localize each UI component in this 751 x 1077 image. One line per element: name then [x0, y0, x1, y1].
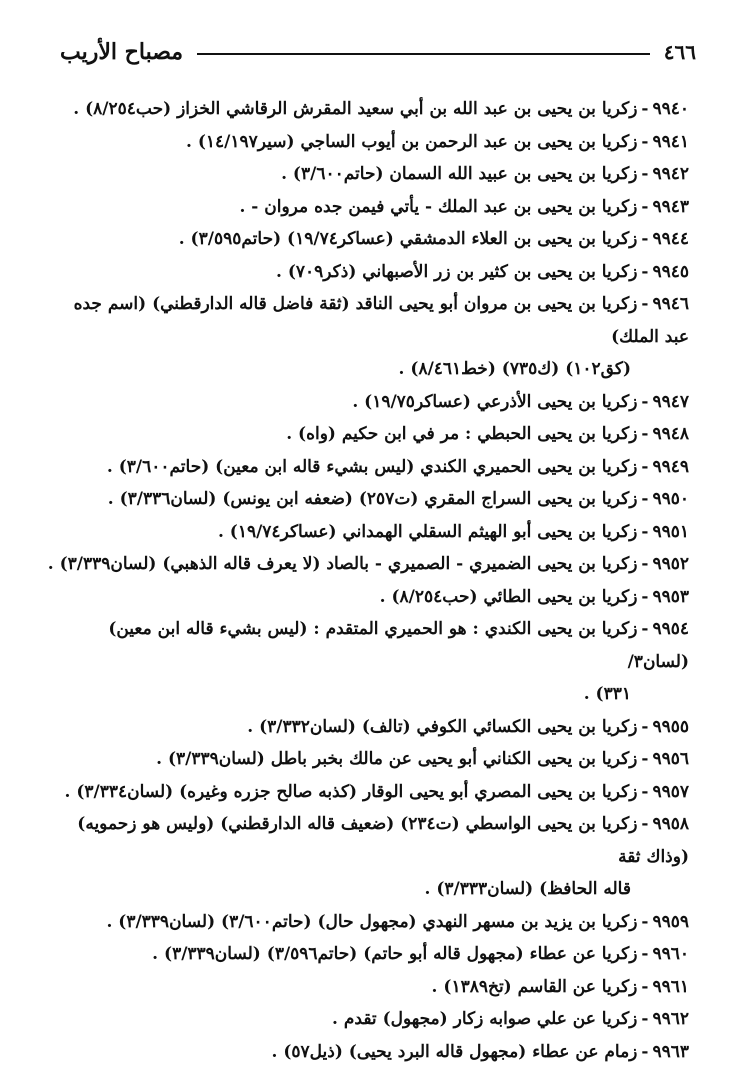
entry-text: زكريا عن القاسم (تخ١٣٨٩) . — [431, 976, 638, 997]
entry-9957: ٩٩٥٧-زكريا بن يحيى المصري أبو يحيى الوقار (كذبه صالح جزره وغيره) (لسان٣/٣٣٤) . — [64, 781, 689, 802]
entry-number: ٩٩٥٢ — [652, 554, 689, 574]
entry-9955: ٩٩٥٥-زكريا بن يحيى الكسائي الكوفي (تالف) (لسان٣/٣٣٢) . — [247, 716, 689, 737]
entry-text: زكريا بن يحيى الحميري الكندي (ليس بشيء قاله ابن معين) (حاتم٣/٦٠٠) . — [106, 456, 638, 477]
book-title: مصباح الأريب — [60, 39, 184, 65]
entry-text: زكريا بن يحيى الحبطي : مر في ابن حكيم (واه) . — [286, 424, 638, 444]
entry-9962: ٩٩٦٢-زكريا عن علي صوابه زكار (مجهول) تقدم . — [332, 1009, 689, 1029]
entry-9945: ٩٩٤٥-زكريا بن يحيى بن كثير بن زر الأصبهاني (ذكر٧٠٩) . — [276, 261, 689, 282]
entry-9951: ٩٩٥١-زكريا بن يحيى أبو الهيثم السقلي الهمداني (عساكر١٩/٧٤) . — [217, 521, 689, 542]
entry-text: زكريا بن يحيى الواسطي (ت٢٣٤) (ضعيف قاله الدارقطني) (وليس هو زحمويه) (وذاك ثقة — [77, 814, 689, 867]
entry-number: ٩٩٤٨ — [652, 424, 689, 444]
entry-number: ٩٩٤٩ — [652, 456, 689, 477]
entry-number: ٩٩٥٣ — [652, 586, 689, 607]
entry-text: زكريا بن يحيى الطائي (حب٨/٢٥٤) . — [379, 586, 638, 607]
page-number: ٤٦٦ — [663, 40, 696, 64]
entry-text: زكريا بن يحيى الكناني أبو يحيى عن مالك بخبر باطل (لسان٣/٣٣٩) . — [156, 749, 638, 769]
entry-number: ٩٩٤٤ — [652, 229, 689, 249]
entry-number: ٩٩٦٢ — [652, 1009, 689, 1029]
entry-9954: ٩٩٥٤-زكريا بن يحيى الكندي : هو الحميري المتقدم : (ليس بشيء قاله ابن معين) (لسان٣/ ٣٣١) . — [60, 613, 689, 711]
entry-number: ٩٩٥٥ — [652, 716, 689, 737]
header-rule — [197, 53, 650, 55]
entry-number: ٩٩٥٤ — [652, 619, 689, 639]
entry-text: زكريا عن عطاء (مجهول قاله أبو حاتم) (حاتم٣/٥٩٦) (لسان٣/٣٣٩) . — [152, 944, 638, 964]
entry-number: ٩٩٥٨ — [652, 814, 689, 834]
entry-9956: ٩٩٥٦-زكريا بن يحيى الكناني أبو يحيى عن مالك بخبر باطل (لسان٣/٣٣٩) . — [156, 749, 689, 769]
entry-text: زكريا بن يحيى السراج المقري (ت٢٥٧) (ضعفه ابن يونس) (لسان٣/٣٣٦) . — [107, 489, 638, 509]
entry-text: زكريا بن يحيى بن عبد الرحمن بن أيوب الساجي (سير١٤/١٩٧) . — [186, 131, 638, 152]
entry-text: زكريا بن يحيى الضميري - الصميري - بالصاد (لا يعرف قاله الذهبي) (لسان٣/٣٣٩) . — [47, 554, 638, 574]
entry-text: زكريا بن يحيى الكندي : هو الحميري المتقدم : (ليس بشيء قاله ابن معين) (لسان٣/ — [108, 619, 689, 672]
entry-list — [47, 93, 689, 1068]
entry-text: زكريا بن يحيى المصري أبو يحيى الوقار (كذبه صالح جزره وغيره) (لسان٣/٣٣٤) . — [64, 781, 638, 802]
entry-9948: ٩٩٤٨-زكريا بن يحيى الحبطي : مر في ابن حكيم (واه) . — [286, 424, 689, 444]
entry-number: ٩٩٦١ — [652, 976, 689, 997]
entry-text: زكريا بن يزيد بن مسهر النهدي (مجهول حال) (حاتم٣/٦٠٠) (لسان٣/٣٣٩) . — [106, 911, 638, 932]
entry-number: ٩٩٦٣ — [652, 1041, 689, 1062]
entry-text: زكريا بن يحيى بن مروان أبو يحيى الناقد (ثقة فاضل قاله الدارقطني) (اسم جده عبد الملك) — [73, 294, 689, 347]
entry-text: زكريا عن علي صوابه زكار (مجهول) تقدم . — [332, 1009, 638, 1029]
entry-text: زكريا بن يحيى الكسائي الكوفي (تالف) (لسان٣/٣٣٢) . — [247, 716, 638, 737]
entry-9952: ٩٩٥٢-زكريا بن يحيى الضميري - الصميري - بالصاد (لا يعرف قاله الذهبي) (لسان٣/٣٣٩) . — [47, 554, 689, 574]
entry-number: ٩٩٤٣ — [652, 196, 689, 217]
entry-number: ٩٩٤٥ — [652, 261, 689, 282]
entry-9961: ٩٩٦١-زكريا عن القاسم (تخ١٣٨٩) . — [431, 976, 689, 997]
entry-text: زمام عن عطاء (مجهول قاله البرد يحيى) (ذيل٥٧) . — [271, 1041, 638, 1062]
entry-9959: ٩٩٥٩-زكريا بن يزيد بن مسهر النهدي (مجهول حال) (حاتم٣/٦٠٠) (لسان٣/٣٣٩) . — [106, 911, 689, 932]
entry-text: زكريا بن يحيى بن عبد الملك - يأتي فيمن جده مروان - . — [239, 196, 638, 217]
entry-text: زكريا بن يحيى الأذرعي (عساكر١٩/٧٥) . — [352, 391, 638, 412]
entry-9963: ٩٩٦٣-زمام عن عطاء (مجهول قاله البرد يحيى) (ذيل٥٧) . — [271, 1041, 689, 1062]
entry-number: ٩٩٤١ — [652, 131, 689, 152]
entry-9950: ٩٩٥٠-زكريا بن يحيى السراج المقري (ت٢٥٧) (ضعفه ابن يونس) (لسان٣/٣٣٦) . — [107, 489, 689, 509]
entry-text: زكريا بن يحيى بن عبد الله بن أبي سعيد المقرش الرقاشي الخزاز (حب٨/٢٥٤) . — [73, 99, 638, 119]
entry-number: ٩٩٥٩ — [652, 911, 689, 932]
entry-number: ٩٩٥١ — [652, 521, 689, 542]
entry-9943: ٩٩٤٣-زكريا بن يحيى بن عبد الملك - يأتي فيمن جده مروان - . — [239, 196, 689, 217]
entry-9958: ٩٩٥٨-زكريا بن يحيى الواسطي (ت٢٣٤) (ضعيف قاله الدارقطني) (وليس هو زحمويه) (وذاك ثقة قاله الحافظ) (لسان٣/٣٣٣) . — [60, 808, 689, 906]
entry-9940: ٩٩٤٠-زكريا بن يحيى بن عبد الله بن أبي سعيد المقرش الرقاشي الخزاز (حب٨/٢٥٤) . — [73, 99, 689, 119]
entry-9941: ٩٩٤١-زكريا بن يحيى بن عبد الرحمن بن أيوب الساجي (سير١٤/١٩٧) . — [186, 131, 689, 152]
entry-number: ٩٩٤٦ — [652, 294, 689, 314]
entry-9960: ٩٩٦٠-زكريا عن عطاء (مجهول قاله أبو حاتم) (حاتم٣/٥٩٦) (لسان٣/٣٣٩) . — [152, 944, 689, 964]
entry-9946: ٩٩٤٦-زكريا بن يحيى بن مروان أبو يحيى الناقد (ثقة فاضل قاله الدارقطني) (اسم جده عبد الملك) (كق١٠٢) (ك٧٣٥) (خط٨/٤٦١) . — [60, 288, 689, 386]
entry-9953: ٩٩٥٣-زكريا بن يحيى الطائي (حب٨/٢٥٤) . — [379, 586, 689, 607]
entry-number: ٩٩٤٢ — [652, 164, 689, 184]
entry-text: زكريا بن يحيى بن العلاء الدمشقي (عساكر١٩/٧٤) (حاتم٣/٥٩٥) . — [178, 229, 638, 249]
entry-text: زكريا بن يحيى أبو الهيثم السقلي الهمداني (عساكر١٩/٧٤) . — [217, 521, 638, 542]
entry-continuation: (كق١٠٢) (ك٧٣٥) (خط٨/٤٦١) . — [398, 359, 631, 379]
entry-9942: ٩٩٤٢-زكريا بن يحيى بن عبيد الله السمان (حاتم٣/٦٠٠) . — [281, 164, 689, 184]
entry-9949: ٩٩٤٩-زكريا بن يحيى الحميري الكندي (ليس بشيء قاله ابن معين) (حاتم٣/٦٠٠) . — [106, 456, 689, 477]
entry-number: ٩٩٥٠ — [652, 489, 689, 509]
entry-9944: ٩٩٤٤-زكريا بن يحيى بن العلاء الدمشقي (عساكر١٩/٧٤) (حاتم٣/٥٩٥) . — [178, 229, 689, 249]
entry-text: زكريا بن يحيى بن كثير بن زر الأصبهاني (ذكر٧٠٩) . — [276, 261, 638, 282]
entry-continuation: ٣٣١) . — [583, 684, 631, 704]
entry-number: ٩٩٤٧ — [652, 391, 689, 412]
entry-text: زكريا بن يحيى بن عبيد الله السمان (حاتم٣/٦٠٠) . — [281, 164, 638, 184]
entry-number: ٩٩٥٧ — [652, 781, 689, 802]
entry-number: ٩٩٥٦ — [652, 749, 689, 769]
entry-number: ٩٩٦٠ — [652, 944, 689, 964]
entry-continuation: قاله الحافظ) (لسان٣/٣٣٣) . — [424, 879, 631, 899]
running-header — [60, 34, 696, 70]
entry-9947: ٩٩٤٧-زكريا بن يحيى الأذرعي (عساكر١٩/٧٥) . — [352, 391, 689, 412]
entry-number: ٩٩٤٠ — [652, 99, 689, 119]
